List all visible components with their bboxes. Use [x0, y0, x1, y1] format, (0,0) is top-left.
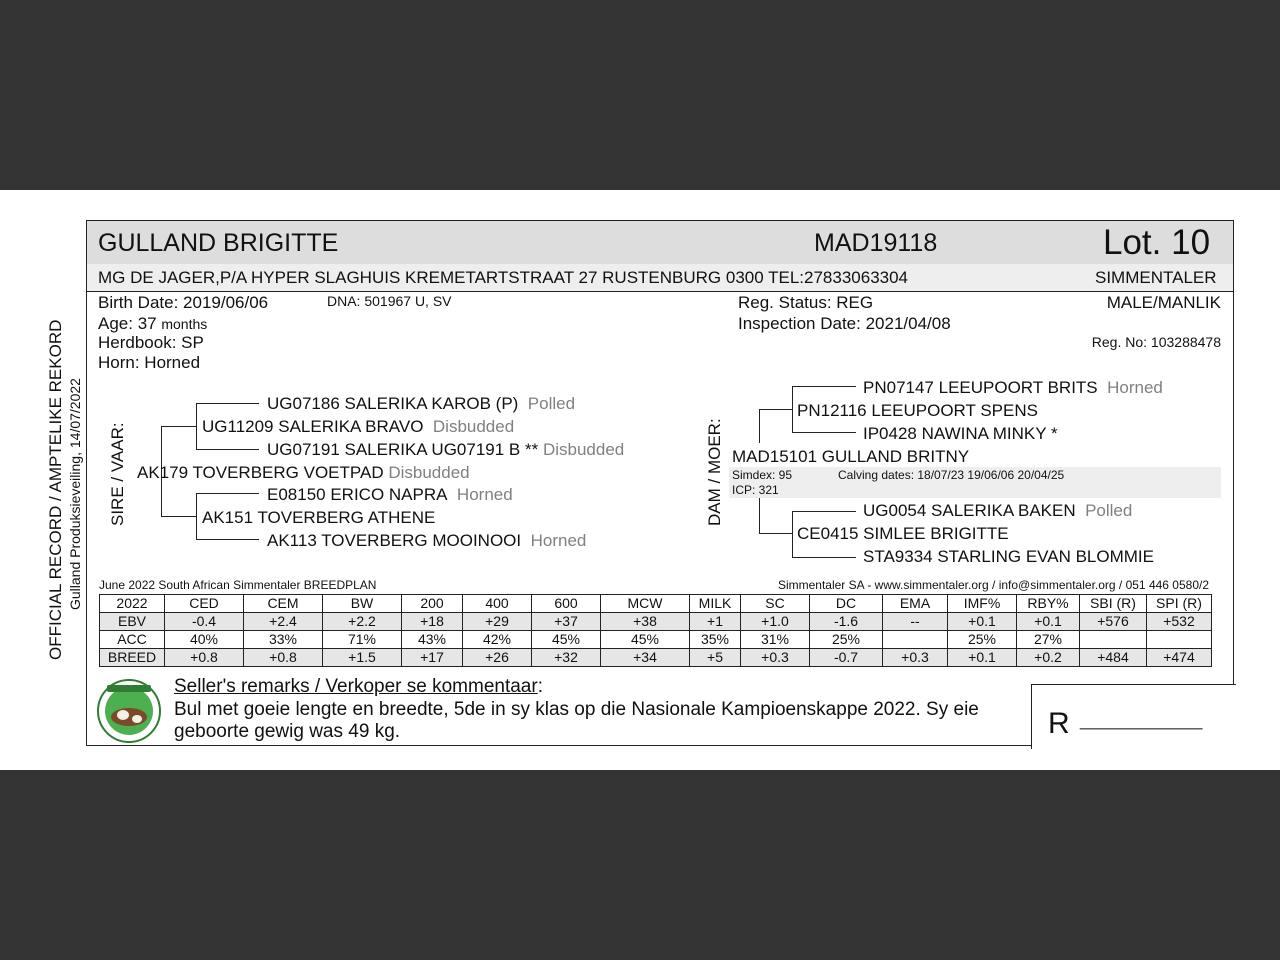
- cell: 27%: [1017, 631, 1080, 649]
- owner-bar: [87, 264, 1233, 292]
- simmentaler-logo-icon: [97, 679, 161, 743]
- remarks-line-2: geboorte gewig was 49 kg.: [174, 721, 401, 742]
- dam-calving-dates: Calving dates: 18/07/23 19/06/06 20/04/25: [838, 468, 1065, 482]
- sdd-horn: Horned: [530, 531, 587, 550]
- cell: +37: [532, 613, 601, 631]
- col-header-bw: BW: [323, 595, 402, 613]
- dam-sire-sire: [863, 378, 1163, 398]
- cell: [1147, 631, 1212, 649]
- dam-sire: PN12116 LEEUPOORT SPENS: [797, 401, 1038, 420]
- sire-sire-sire: [267, 394, 575, 414]
- breedplan-contact: Simmentaler SA - www.simmentaler.org / info@simmentaler.org / 051 446 0580/2: [777, 578, 1209, 592]
- cell: 45%: [601, 631, 690, 649]
- cell: [1080, 631, 1147, 649]
- cell: 42%: [463, 631, 532, 649]
- sire-sire-dam: [267, 440, 624, 460]
- dam-simdex: Simdex: 95: [732, 468, 793, 482]
- dds-horn: Polled: [1085, 501, 1133, 520]
- breed-label: SIMMENTALER: [1095, 268, 1217, 287]
- animal-id: MAD19118: [814, 229, 938, 257]
- sss-horn: Polled: [527, 394, 576, 413]
- cell: 40%: [165, 631, 244, 649]
- dds-name: UG0054 SALERIKA BAKEN: [863, 501, 1076, 520]
- sire-section-label: SIRE / VAAR:: [108, 422, 127, 526]
- col-header-mcw: MCW: [601, 595, 690, 613]
- ebv-row: [100, 613, 1212, 631]
- cell: +0.1: [1017, 613, 1080, 631]
- sdd-name: AK113 TOVERBERG MOOINOOI: [267, 531, 522, 550]
- cell: +0.1: [948, 613, 1017, 631]
- card-header: [87, 221, 1233, 265]
- sds-name: E08150 ERICO NAPRA: [267, 485, 448, 504]
- col-header-dc: DC: [810, 595, 883, 613]
- col-header-milk: MILK: [690, 595, 741, 613]
- cell: +0.8: [165, 649, 244, 667]
- age: [98, 314, 207, 334]
- sds-horn: Horned: [456, 485, 513, 504]
- dam: MAD15101 GULLAND BRITNY: [732, 447, 970, 466]
- cell: +0.1: [948, 649, 1017, 667]
- cell: BREED: [100, 649, 165, 667]
- cell: +484: [1080, 649, 1147, 667]
- remarks-heading: [174, 676, 543, 698]
- lot-card: [86, 220, 1234, 746]
- cell: +474: [1147, 649, 1212, 667]
- cell: +0.3: [741, 649, 810, 667]
- cell: +532: [1147, 613, 1212, 631]
- col-header-600: 600: [532, 595, 601, 613]
- remarks-line-1: Bul met goeie lengte en breedte, 5de in sy klas op die Nasionale Kampioenskappe 2022. Sy eie: [174, 699, 979, 720]
- dna-info: DNA: 501967 U, SV: [327, 293, 452, 309]
- cell: +5: [690, 649, 741, 667]
- cell: +17: [402, 649, 463, 667]
- sex-label: MALE/MANLIK: [1106, 293, 1221, 312]
- herdbook: Herdbook: SP: [98, 333, 204, 352]
- cell: [883, 631, 948, 649]
- cell: +34: [601, 649, 690, 667]
- cell: +1: [690, 613, 741, 631]
- cell: +32: [532, 649, 601, 667]
- sire-dam-sire: [267, 485, 513, 505]
- auction-label: Gulland Produksieveiling, 14/07/2022: [67, 378, 83, 610]
- remarks-colon: :: [537, 676, 543, 697]
- cell: 45%: [532, 631, 601, 649]
- dss-horn: Horned: [1107, 378, 1163, 397]
- ebv-header-row: [100, 595, 1212, 613]
- col-header-ema: EMA: [883, 595, 948, 613]
- cell: +1.5: [323, 649, 402, 667]
- dam-sire-dam: IP0428 NAWINA MINKY *: [863, 424, 1058, 443]
- remarks-heading-text: Seller's remarks / Verkoper se kommentaar: [174, 676, 538, 697]
- cell: +576: [1080, 613, 1147, 631]
- lot-number: Lot. 10: [1103, 223, 1211, 262]
- animal-name: GULLAND BRIGITTE: [98, 229, 339, 257]
- cell: -0.7: [810, 649, 883, 667]
- dam-dam: CE0415 SIMLEE BRIGITTE: [797, 524, 1009, 543]
- col-header-rby: RBY%: [1017, 595, 1080, 613]
- cell: +26: [463, 649, 532, 667]
- cell: +1.0: [741, 613, 810, 631]
- price-box: [1031, 684, 1236, 749]
- breed-row: [100, 649, 1212, 667]
- col-header-spi: SPI (R): [1147, 595, 1212, 613]
- cell: +0.2: [1017, 649, 1080, 667]
- cell: 25%: [810, 631, 883, 649]
- col-header-year: 2022: [100, 595, 165, 613]
- cell: 71%: [323, 631, 402, 649]
- dam-dam-dam: STA9334 STARLING EVAN BLOMMIE: [863, 547, 1154, 566]
- cell: 35%: [690, 631, 741, 649]
- cell: 25%: [948, 631, 1017, 649]
- cell: +0.3: [883, 649, 948, 667]
- reg-number: Reg. No: 103288478: [1091, 334, 1221, 350]
- ssd-name: UG07191 SALERIKA UG07191 B **: [267, 440, 539, 459]
- cell: +0.8: [244, 649, 323, 667]
- col-header-cem: CEM: [244, 595, 323, 613]
- cell: +2.4: [244, 613, 323, 631]
- breedplan-title: June 2022 South African Simmentaler BREEDPLAN: [99, 578, 377, 592]
- sss-name: UG07186 SALERIKA KAROB (P): [267, 394, 519, 413]
- cell: ACC: [100, 631, 165, 649]
- cell: -1.6: [810, 613, 883, 631]
- reg-status: Reg. Status: REG: [738, 293, 874, 312]
- age-unit: months: [161, 316, 208, 332]
- col-header-400: 400: [463, 595, 532, 613]
- cell: 31%: [741, 631, 810, 649]
- col-header-sc: SC: [741, 595, 810, 613]
- sire-dam-dam: [267, 531, 586, 551]
- cell: -0.4: [165, 613, 244, 631]
- sire-dam: AK151 TOVERBERG ATHENE: [202, 508, 436, 527]
- price-label: R: [1048, 707, 1070, 740]
- age-value: Age: 37: [98, 314, 157, 333]
- inspection-date: Inspection Date: 2021/04/08: [738, 314, 951, 333]
- dss-name: PN07147 LEEUPOORT BRITS: [863, 378, 1098, 397]
- dam-section-label: DAM / MOER:: [705, 418, 724, 526]
- col-header-sbi: SBI (R): [1080, 595, 1147, 613]
- dam-dam-sire: [863, 501, 1132, 521]
- sire-horn: Disbudded: [388, 463, 470, 482]
- birth-date: Birth Date: 2019/06/06: [98, 293, 269, 312]
- cell: 33%: [244, 631, 323, 649]
- ss-name: UG11209 SALERIKA BRAVO: [202, 417, 424, 436]
- cell: +38: [601, 613, 690, 631]
- col-header-ced: CED: [165, 595, 244, 613]
- cell: 43%: [402, 631, 463, 649]
- cell: +18: [402, 613, 463, 631]
- ebv-table: [99, 594, 1212, 667]
- cell: EBV: [100, 613, 165, 631]
- col-header-imf: IMF%: [948, 595, 1017, 613]
- col-header-200: 200: [402, 595, 463, 613]
- cell: --: [883, 613, 948, 631]
- cell: +2.2: [323, 613, 402, 631]
- sire-name: AK179 TOVERBERG VOETPAD: [137, 463, 384, 482]
- horn-status: Horn: Horned: [98, 353, 201, 372]
- catalog-sheet: [0, 190, 1280, 770]
- official-record-label: OFFICIAL RECORD / AMPTELIKE REKORD: [46, 319, 65, 660]
- cell: +29: [463, 613, 532, 631]
- acc-row: [100, 631, 1212, 649]
- owner-address: MG DE JAGER,P/A HYPER SLAGHUIS KREMETARTSTRAAT 27 RUSTENBURG 0300 TEL:27833063304: [98, 268, 909, 287]
- sire-sire: [202, 417, 514, 437]
- ssd-horn: Disbudded: [542, 440, 625, 459]
- sire: [137, 463, 470, 483]
- dam-icp: ICP: 321: [732, 483, 779, 497]
- ss-horn: Disbudded: [432, 417, 515, 436]
- price-blank[interactable]: __________: [1080, 705, 1203, 730]
